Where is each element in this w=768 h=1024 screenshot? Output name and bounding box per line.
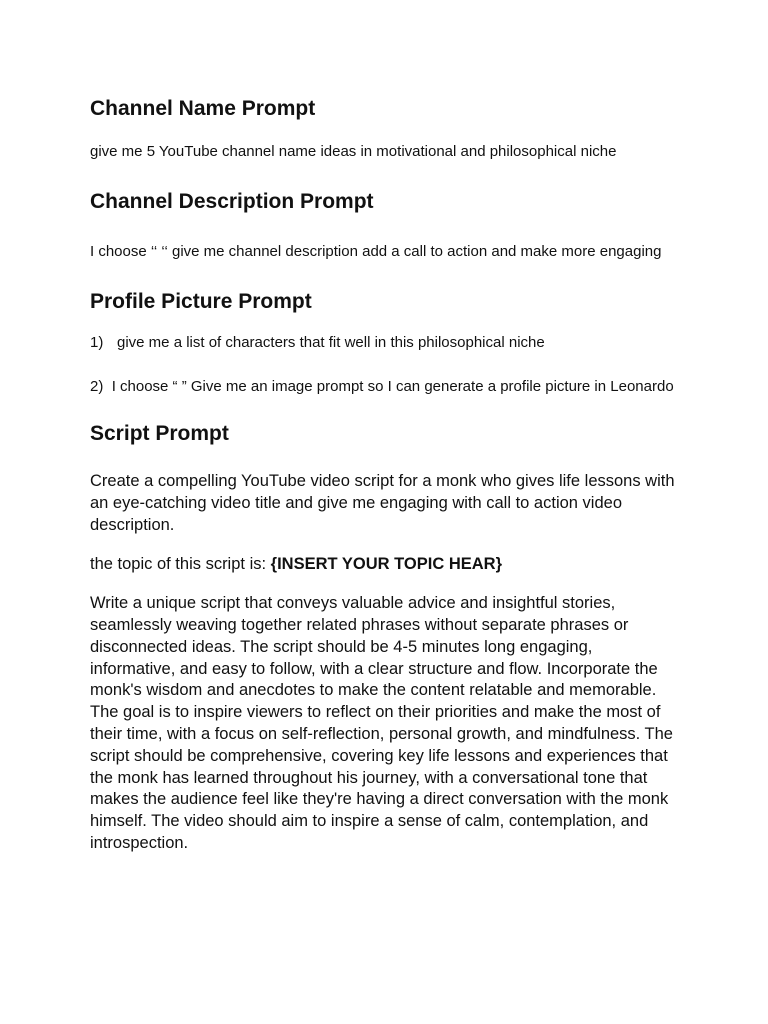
channel-name-heading: Channel Name Prompt bbox=[90, 97, 316, 120]
script-topic-line bbox=[90, 554, 680, 576]
profile-picture-item-2-text: I choose “ ” Give me an image prompt so I can generate a profile picture in Leonardo bbox=[111, 378, 674, 395]
profile-picture-item-1 bbox=[90, 332, 680, 354]
channel-name-text: give me 5 YouTube channel name ideas in motivational and philosophical niche bbox=[90, 143, 617, 160]
channel-description-text: I choose ‘‘ ‘‘ give me channel description add a call to action and make more engaging bbox=[90, 243, 662, 260]
profile-picture-item-1-number: 1) bbox=[90, 334, 104, 351]
script-intro-text: Create a compelling YouTube video script for a monk who gives life lessons with an eye-catching video title and give me engaging with call to action video description. bbox=[90, 472, 675, 534]
script-heading: Script Prompt bbox=[90, 422, 229, 445]
script-body-text: Write a unique script that conveys valuable advice and insightful stories, seamlessly weaving together related phrases without separate phrases or disconnected ideas. The script should be 4-5 minutes long engaging, informative, and easy to follow, with a clear structure and flow. Incorporate the monk's wisdom and anecdotes to make the content relatable and memorable. The goal is to inspire viewers to reflect on their priorities and make the most of their time, with a focus on self-reflection, personal growth, and mindfulness. The script should be comprehensive, covering key life lessons and experiences that the monk has learned throughout his journey, with a conversational tone that makes the audience feel like they're having a direct conversation with the monk himself. The video should aim to inspire a sense of calm, contemplation, and introspection. bbox=[90, 594, 673, 852]
profile-picture-item-2-number: 2) bbox=[90, 378, 104, 395]
script-topic-placeholder: {INSERT YOUR TOPIC HEAR} bbox=[270, 555, 503, 574]
document-page bbox=[90, 95, 680, 855]
profile-picture-item-2 bbox=[90, 376, 680, 398]
script-topic-label: the topic of this script is: bbox=[90, 555, 271, 574]
profile-picture-heading: Profile Picture Prompt bbox=[90, 290, 312, 313]
channel-description-heading: Channel Description Prompt bbox=[90, 190, 374, 213]
profile-picture-item-1-text: give me a list of characters that fit well in this philosophical niche bbox=[117, 334, 545, 351]
